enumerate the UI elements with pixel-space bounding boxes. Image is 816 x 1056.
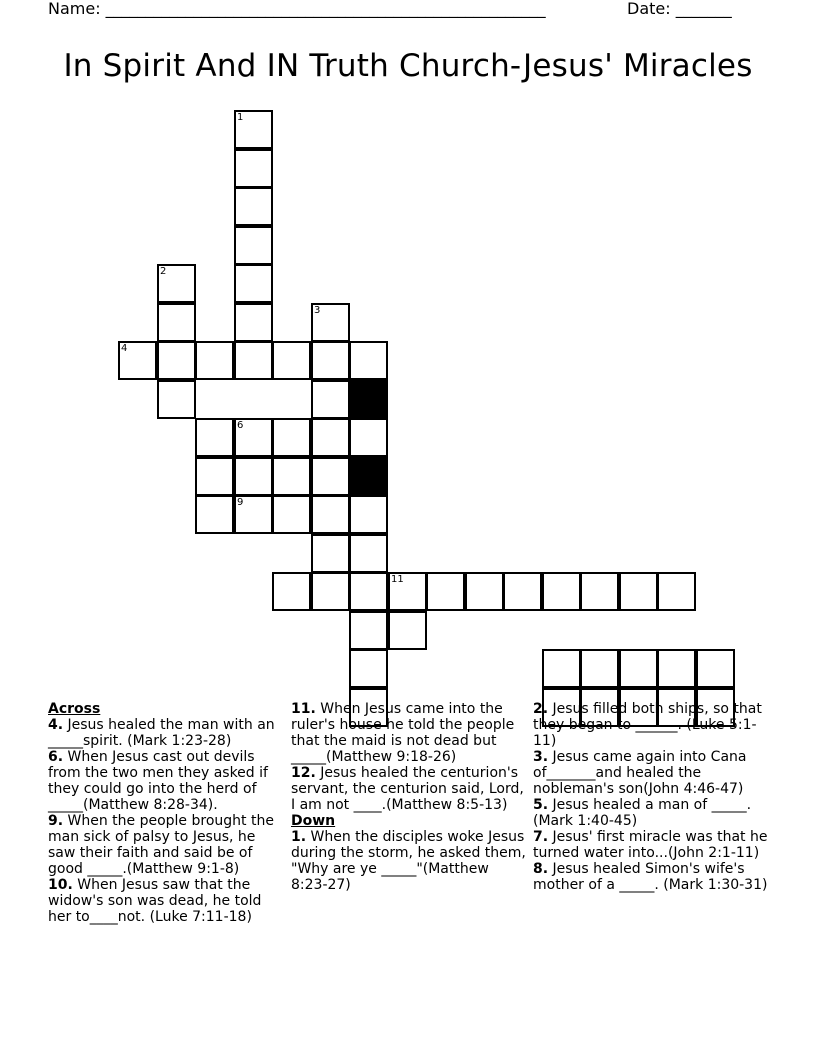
- clue-text: Jesus' first miracle was that he turned water into...(John 2:1-11): [533, 829, 768, 861]
- clue-label: 9.: [48, 813, 64, 829]
- grid-cell[interactable]: [580, 649, 619, 688]
- grid-cell[interactable]: [234, 303, 273, 342]
- section-heading: Across: [48, 701, 101, 717]
- clue-label: 10.: [48, 877, 73, 893]
- grid-cell[interactable]: [195, 418, 234, 457]
- clue-number: 1: [237, 112, 244, 123]
- clue-number: 6: [237, 420, 244, 431]
- section-heading: Down: [291, 813, 336, 829]
- grid-cell[interactable]: [349, 341, 388, 380]
- clue-text: When the disciples woke Jesus during the storm, he asked them, "Why are ye _____"(Matthew 8:23-27): [291, 829, 526, 893]
- grid-block: [349, 380, 388, 419]
- grid-cell[interactable]: [234, 110, 273, 149]
- clue-label: 7.: [533, 829, 549, 845]
- clue: [291, 701, 527, 765]
- grid-cell[interactable]: [157, 341, 196, 380]
- grid-cell[interactable]: [272, 418, 311, 457]
- grid-cell[interactable]: [118, 341, 157, 380]
- clue-number: 2: [160, 266, 167, 277]
- grid-cell[interactable]: [349, 418, 388, 457]
- clue-label: 12.: [291, 765, 316, 781]
- clue-number: 4: [121, 343, 128, 354]
- grid-cell[interactable]: [157, 264, 196, 303]
- grid-cell[interactable]: [234, 457, 273, 496]
- clue-label: 8.: [533, 861, 549, 877]
- clue: [533, 797, 769, 829]
- grid-cell[interactable]: [272, 341, 311, 380]
- clue-text: When the people brought the man sick of palsy to Jesus, he saw their faith and said be of good _____.(Matthew 9:1-8): [48, 813, 274, 877]
- grid-cell[interactable]: [388, 611, 427, 650]
- clue-label: 3.: [533, 749, 549, 765]
- clues-column-3: [533, 701, 769, 893]
- clue-text: Jesus filled both ships, so that they began to ______. (Luke 5:1-11): [533, 701, 762, 749]
- clue: [291, 829, 527, 893]
- clue: [48, 877, 284, 925]
- grid-cell[interactable]: [157, 303, 196, 342]
- grid-cell[interactable]: [195, 495, 234, 534]
- clue-number: 3: [314, 305, 321, 316]
- grid-cell[interactable]: [272, 572, 311, 611]
- grid-cell[interactable]: [311, 341, 350, 380]
- clue: [533, 701, 769, 749]
- grid-cell[interactable]: [503, 572, 542, 611]
- grid-cell[interactable]: [426, 572, 465, 611]
- grid-cell[interactable]: [234, 187, 273, 226]
- clue-label: 4.: [48, 717, 64, 733]
- grid-cell[interactable]: [234, 495, 273, 534]
- grid-cell[interactable]: [311, 380, 350, 419]
- clue-text: Jesus healed a man of _____.(Mark 1:40-45): [533, 797, 752, 829]
- clue-label: 6.: [48, 749, 64, 765]
- clues-column-2: [291, 701, 527, 893]
- clue: [533, 749, 769, 797]
- grid-cell[interactable]: [349, 611, 388, 650]
- grid-cell[interactable]: [195, 341, 234, 380]
- clue-text: Jesus came again into Cana of_______and healed the nobleman's son(John 4:46-47): [533, 749, 747, 797]
- grid-cell[interactable]: [234, 226, 273, 265]
- grid-cell[interactable]: [349, 495, 388, 534]
- grid-cell[interactable]: [311, 418, 350, 457]
- grid-cell[interactable]: [465, 572, 504, 611]
- grid-cell[interactable]: [234, 149, 273, 188]
- clue-text: When Jesus came into the ruler's house he told the people that the maid is not dead but _____(Matthew 9:18-26): [291, 701, 515, 765]
- grid-cell[interactable]: [657, 572, 696, 611]
- date-field[interactable]: Date: _______: [627, 0, 732, 18]
- grid-cell[interactable]: [311, 495, 350, 534]
- clue: [291, 765, 527, 813]
- clue: [533, 861, 769, 893]
- grid-cell[interactable]: [349, 649, 388, 688]
- grid-cell[interactable]: [619, 572, 658, 611]
- clue-number: 11: [391, 574, 404, 585]
- clue-label: 11.: [291, 701, 316, 717]
- clue-label: 1.: [291, 829, 307, 845]
- clue-label: 2.: [533, 701, 549, 717]
- grid-cell[interactable]: [234, 341, 273, 380]
- grid-cell[interactable]: [696, 649, 735, 688]
- clue-text: When Jesus cast out devils from the two men they asked if they could go into the herd of _____(Matthew 8:28-34).: [48, 749, 268, 813]
- grid-cell[interactable]: [619, 649, 658, 688]
- grid-cell[interactable]: [388, 572, 427, 611]
- grid-cell[interactable]: [349, 572, 388, 611]
- grid-cell[interactable]: [234, 418, 273, 457]
- grid-cell[interactable]: [311, 457, 350, 496]
- grid-cell[interactable]: [311, 572, 350, 611]
- clue: [48, 717, 284, 749]
- grid-cell[interactable]: [234, 264, 273, 303]
- grid-cell[interactable]: [580, 572, 619, 611]
- clue-number: 9: [237, 497, 244, 508]
- grid-cell[interactable]: [542, 572, 581, 611]
- clue-text: Jesus healed the centurion's servant, the centurion said, Lord, I am not ____.(Matthew 8:5-13): [291, 765, 524, 813]
- page-title: In Spirit And IN Truth Church-Jesus' Miracles: [63, 48, 753, 84]
- clue: [48, 749, 284, 813]
- grid-cell[interactable]: [272, 457, 311, 496]
- clue: [533, 829, 769, 861]
- clue-text: Jesus healed Simon's wife's mother of a _____. (Mark 1:30-31): [533, 861, 768, 893]
- grid-cell[interactable]: [157, 380, 196, 419]
- clue-label: 5.: [533, 797, 549, 813]
- grid-cell[interactable]: [542, 649, 581, 688]
- clues-column-1: [48, 701, 284, 925]
- grid-cell[interactable]: [272, 495, 311, 534]
- clue-text: Jesus healed the man with an _____spirit. (Mark 1:23-28): [48, 717, 275, 749]
- grid-cell[interactable]: [657, 649, 696, 688]
- grid-cell[interactable]: [311, 534, 350, 573]
- grid-cell[interactable]: [195, 457, 234, 496]
- grid-cell[interactable]: [349, 534, 388, 573]
- clue: [48, 813, 284, 877]
- name-field[interactable]: Name: _______________________________________________________: [48, 0, 546, 18]
- clue-text: When Jesus saw that the widow's son was dead, he told her to____not. (Luke 7:11-18): [48, 877, 262, 925]
- grid-cell[interactable]: [311, 303, 350, 342]
- grid-block: [349, 457, 388, 496]
